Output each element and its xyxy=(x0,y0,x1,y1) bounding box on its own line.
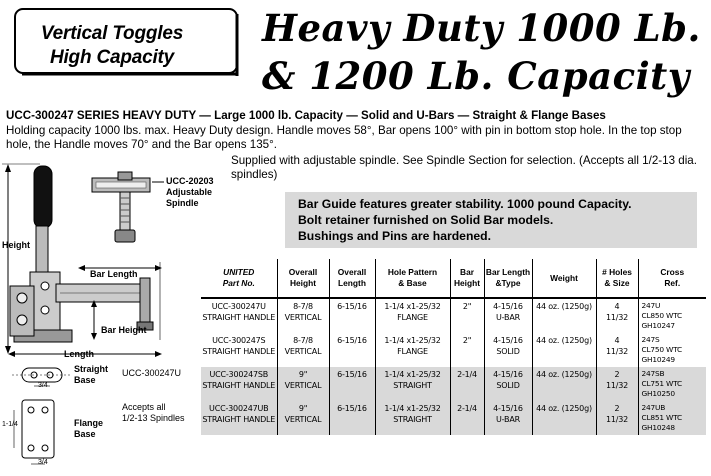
cell-overall-length: 6-15/16 xyxy=(329,298,375,333)
header-cross-ref xyxy=(638,259,706,298)
cell-cross-ref: 247S CL750 WTC GH10249 xyxy=(638,333,706,367)
cell-part-no: UCC-300247SB STRAIGHT HANDLE xyxy=(201,367,277,401)
cell-bar-length: 4-15/16 SOLID xyxy=(484,367,532,401)
header-bar-height-text: Bar Height xyxy=(453,267,481,288)
spindle-code: UCC-20203 xyxy=(166,176,214,186)
cell-overall-height: 8-7/8 VERTICAL xyxy=(277,333,329,367)
cell-cross-ref: 247U CL850 WTC GH10247 xyxy=(638,298,706,333)
cell-overall-length: 6-15/16 xyxy=(329,367,375,401)
headline-line-1: Heavy Duty 1000 Lb. xyxy=(262,6,701,50)
cell-cross-ref: 247SB CL751 WTC GH10250 xyxy=(638,367,706,401)
cell-weight: 44 oz. (1250g) xyxy=(532,298,596,333)
cell-holes-size: 4 11/32 xyxy=(596,298,638,333)
header-bar-length xyxy=(484,259,532,298)
table-header-row xyxy=(201,259,706,298)
cell-overall-length: 6-15/16 xyxy=(329,401,375,435)
dim-1-1-4: 1-1/4 xyxy=(2,421,18,428)
badge-line-1: Vertical Toggles xyxy=(40,23,184,44)
cell-hole-pattern: 1-1/4 x1-25/32 STRAIGHT xyxy=(375,367,450,401)
description-text: Holding capacity 1000 lbs. max. Heavy Duty design. Handle moves 58°, Bar opens 100° with pin in bottom stop hole. In the top stop hole, the Handle moves 70° and the Bar opens 135°. xyxy=(6,124,682,151)
header-overall-height xyxy=(277,259,329,298)
cell-bar-height: 2" xyxy=(450,333,484,367)
cell-part-no: UCC-300247U STRAIGHT HANDLE xyxy=(202,302,276,322)
spindle-line-2: Adjustable xyxy=(166,187,213,197)
cell-hole-pattern: 1-1/4 x1-25/32 FLANGE xyxy=(375,333,450,367)
flange-base-label: Flange Base xyxy=(74,418,104,439)
straight-base-label: Straight Base xyxy=(74,364,109,385)
bar-guide-box xyxy=(285,192,697,248)
guide-line-1: Bar Guide features greater stability. 1000 pound Capacity. xyxy=(298,197,632,211)
series-title: UCC-300247 SERIES HEAVY DUTY — Large 1000 lb. Capacity — Solid and U-Bars — Straight & Flange Bases xyxy=(6,109,606,122)
dim-3-4-bottom: 3/4 xyxy=(38,459,48,466)
guide-line-2: Bolt retainer furnished on Solid Bar models. xyxy=(298,213,554,227)
header-overall-length-text: Overall Length xyxy=(337,267,367,288)
cell-hole-pattern: 1-1/4 x1-25/32 FLANGE xyxy=(375,298,450,333)
table-row xyxy=(201,401,706,435)
height-label: Height xyxy=(2,240,30,250)
supplied-note: Supplied with adjustable spindle. See Spindle Section for selection. (Accepts all 1/2-13 dia. spindles) xyxy=(231,154,697,181)
header-hole-pattern-text: Hole Pattern & Base xyxy=(387,267,438,288)
straight-base-part: UCC-300247U xyxy=(122,368,182,378)
cell-overall-height: 9" VERTICAL xyxy=(277,401,329,435)
header-part-no xyxy=(201,259,277,298)
cell-weight: 44 oz. (1250g) xyxy=(532,333,596,367)
header-bar-height xyxy=(450,259,484,298)
header-hole-pattern xyxy=(375,259,450,298)
guide-line-3: Bushings and Pins are hardened. xyxy=(298,229,492,243)
cell-bar-length: 4-15/16 SOLID xyxy=(484,333,532,367)
cell-overall-height: 9" VERTICAL xyxy=(277,367,329,401)
cell-bar-length: 4-15/16 U-BAR xyxy=(484,401,532,435)
cell-cross-ref: 247UB CL851 WTC GH10248 xyxy=(638,401,706,435)
cell-holes-size: 2 11/32 xyxy=(596,367,638,401)
cell-bar-height: 2" xyxy=(450,298,484,333)
header-weight-text: Weight xyxy=(550,272,578,283)
cell-bar-height: 2-1/4 xyxy=(450,401,484,435)
header-weight xyxy=(532,259,596,298)
cell-overall-length: 6-15/16 xyxy=(329,333,375,367)
flange-base-note: Accepts all 1/2-13 Spindles xyxy=(122,402,185,423)
cell-part-no: UCC-300247UB STRAIGHT HANDLE xyxy=(201,401,277,435)
header-holes-size-text: # Holes & Size xyxy=(602,267,632,288)
table-row xyxy=(201,333,706,367)
cell-bar-height: 2-1/4 xyxy=(450,367,484,401)
header-part-no-text: UNITED Part No. xyxy=(222,267,255,288)
header-overall-height-text: Overall Height xyxy=(288,267,318,288)
cell-weight: 44 oz. (1250g) xyxy=(532,367,596,401)
spindle-line-3: Spindle xyxy=(166,198,199,208)
cell-weight: 44 oz. (1250g) xyxy=(532,401,596,435)
header-cross-ref-text: Cross Ref. xyxy=(660,267,685,288)
header-holes-size xyxy=(596,259,638,298)
cell-hole-pattern: 1-1/4 x1-25/32 STRAIGHT xyxy=(375,401,450,435)
length-label: Length xyxy=(64,349,94,359)
header-overall-length xyxy=(329,259,375,298)
table-row xyxy=(201,367,706,401)
cell-bar-length: 4-15/16 U-BAR xyxy=(484,298,532,333)
specs-table xyxy=(201,259,706,439)
cell-holes-size: 2 11/32 xyxy=(596,401,638,435)
bar-height-label: Bar Height xyxy=(101,325,147,335)
headline-line-2: & 1200 Lb. Capacity xyxy=(262,54,690,98)
badge-line-2: High Capacity xyxy=(49,47,175,68)
cell-part-no: UCC-300247S STRAIGHT HANDLE xyxy=(202,336,276,356)
bar-length-label: Bar Length xyxy=(90,269,138,279)
table-row xyxy=(201,298,706,333)
cell-overall-height: 8-7/8 VERTICAL xyxy=(277,298,329,333)
header-bar-length-text: Bar Length &Type xyxy=(485,267,531,288)
dim-3-4-top: 3/4 xyxy=(38,382,48,389)
cell-holes-size: 4 11/32 xyxy=(596,333,638,367)
